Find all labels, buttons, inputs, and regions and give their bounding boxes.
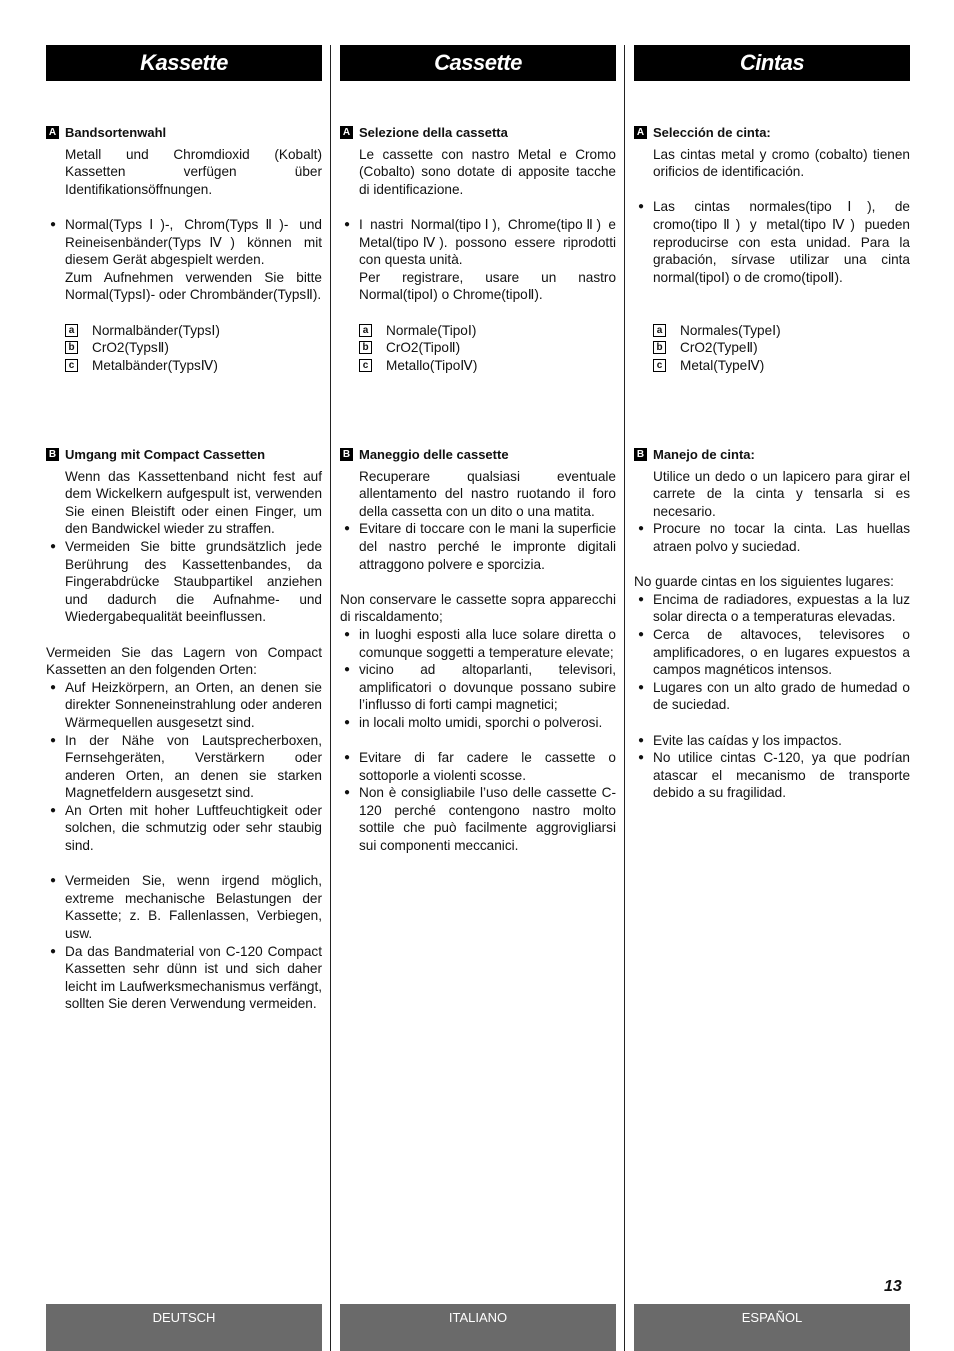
intro-text: Le cassette con nastro Metal e Cromo (Cobalto) sono dotate di apposite tacche di identificazione.: [359, 146, 616, 197]
bullet-continuation: Per registrare, usare un nastro Normal(tipoⅠ) o Chrome(tipoⅡ).: [359, 269, 616, 303]
column-header: Cassette: [340, 45, 616, 81]
storage-intro: No guarde cintas en los siguientes lugares:: [634, 574, 894, 590]
section-title: Umgang mit Compact Cassetten: [65, 447, 266, 462]
language-tab-italiano: ITALIANO: [340, 1304, 616, 1351]
bullet-item: ● I nastri Normal(tipoⅠ), Chrome(tipoⅡ) e Metal(tipoⅣ). possono essere riprodotti con questa unità.: [340, 216, 616, 269]
column-espanol: [634, 45, 910, 801]
bullet-item: ● Procure no tocar la cinta. Las huellas atraen polvo y suciedad.: [634, 520, 910, 555]
bullet-item: ● Auf Heizkörpern, an Orten, an denen sie direkter Sonneneinstrahlung oder anderen Wärmequellen ausgesetzt sind.: [46, 679, 322, 732]
page-number: 13: [884, 1278, 902, 1295]
bullet-item: ● Las cintas normales(tipoⅠ), de cromo(tipoⅡ) y metal(tipoⅣ) pueden reproducirse con esta unidad. Para la grabación, sírvase utilizar una cinta normal(tipoⅠ) o de cromo(tipoⅡ).: [634, 198, 910, 286]
bullet-item: ● In der Nähe von Lautsprecherboxen, Fernsehgeräten, Verstärkern oder anderen Orten, an denen sie starken Magnetfeldern ausgesetzt sind.: [46, 732, 322, 802]
section-title: Selezione della cassetta: [359, 125, 508, 140]
section-title: Manejo de cinta:: [653, 447, 755, 462]
bullet-item: ● An Orten mit hoher Luftfeuchtigkeit oder solchen, die schmutzig oder sehr staubig sind.: [46, 802, 322, 855]
column-italiano: [340, 45, 616, 854]
tape-type-item: a Normales(TypeⅠ): [634, 322, 910, 340]
storage-intro: Non conservare le cassette sopra apparecchi di riscaldamento;: [340, 591, 616, 625]
section-tape-selection: [340, 124, 616, 374]
bullet-item: ● Da das Bandmaterial von C-120 Compact Kassetten sehr dünn ist und sich daher leicht im Laufwerksmechanismus verfängt, sollten Sie deren Verwendung vermeiden.: [46, 943, 322, 1013]
bullet-continuation: Zum Aufnehmen verwenden Sie bitte Normal(TypsⅠ)- oder Chrombänder(TypsⅡ).: [65, 269, 322, 303]
bullet-item: ● Vermeiden Sie bitte grundsätzlich jede Berührung des Kassettenbandes, da Fingerabdrücke Staubpartikel anziehen und dadurch die Aufnahme- und Wiedergabequalität beeinflussen.: [46, 538, 322, 626]
bullet-item: ● vicino ad altoparlanti, televisori, amplificatori o dovunque possano subire l’influsso di forti campi magnetici;: [340, 661, 616, 714]
language-tab-espanol: ESPAÑOL: [634, 1304, 910, 1351]
language-tab-deutsch: DEUTSCH: [46, 1304, 322, 1351]
bullet-item: ● Normal(TypsⅠ)-, Chrom(TypsⅡ)- und Reineisenbänder(TypsⅣ) können mit diesem Gerät abgespielt werden.: [46, 216, 322, 269]
bullet-item: ● in luoghi esposti alla luce solare diretta o comunque soggetti a temperature elevate;: [340, 626, 616, 661]
section-marker: A: [340, 126, 353, 139]
tape-type-item: c Metal(TypeⅣ): [634, 357, 910, 375]
section-title: Maneggio delle cassette: [359, 447, 509, 462]
intro-text: Wenn das Kassettenband nicht fest auf dem Wickelkern aufgespult ist, verwenden Sie einen Bleistift oder einen Finger, um den Bandwickel wieder zu straffen.: [65, 468, 322, 537]
bullet-item: ● in locali molto umidi, sporchi o polverosi.: [340, 714, 616, 732]
tape-type-item: b CrO2(TypsⅡ): [46, 339, 322, 357]
section-marker: B: [340, 448, 353, 461]
bullet-item: ● Evitare di toccare con le mani la superficie del nastro perché le impronte digitali attraggono polvere e sporcizia.: [340, 520, 616, 573]
bullet-item: ● Lugares con un alto grado de humedad o de suciedad.: [634, 679, 910, 714]
tape-type-item: a Normalbänder(TypsⅠ): [46, 322, 322, 340]
section-handling: [340, 446, 616, 855]
section-tape-selection: [46, 124, 322, 374]
tape-type-item: b CrO2(TipoⅡ): [340, 339, 616, 357]
section-title: Bandsortenwahl: [65, 125, 167, 140]
section-handling: [46, 446, 322, 1013]
section-handling: [634, 446, 910, 802]
section-title: Selección de cinta:: [653, 125, 771, 140]
column-header: Cintas: [634, 45, 910, 81]
section-marker: A: [634, 126, 647, 139]
section-marker: B: [46, 448, 59, 461]
tape-type-item: a Normale(TipoⅠ): [340, 322, 616, 340]
tape-type-item: c Metallo(TipoⅣ): [340, 357, 616, 375]
intro-text: Las cintas metal y cromo (cobalto) tienen orificios de identificación.: [653, 146, 910, 180]
bullet-item: ● Evitare di far cadere le cassette o sottoporle a violenti scosse.: [340, 749, 616, 784]
section-marker: A: [46, 126, 59, 139]
bullet-item: ● Encima de radiadores, expuestas a la luz solar directa o a temperaturas elevadas.: [634, 591, 910, 626]
tape-type-item: c Metalbänder(TypsⅣ): [46, 357, 322, 375]
column-header: Kassette: [46, 45, 322, 81]
column-deutsch: [46, 45, 322, 1012]
bullet-item: ● Evite las caídas y los impactos.: [634, 732, 910, 750]
intro-text: Metall und Chromdioxid (Kobalt) Kassetten verfügen über Identifikationsöffnungen.: [65, 146, 322, 197]
column-divider: [330, 45, 331, 1351]
intro-text: Recuperare qualsiasi eventuale allentamento del nastro ruotando il foro della cassetta con un dito o una matita.: [359, 468, 616, 519]
column-divider: [624, 45, 625, 1351]
tape-type-item: b CrO2(TypeⅡ): [634, 339, 910, 357]
section-tape-selection: [634, 124, 910, 374]
storage-intro: Vermeiden Sie das Lagern von Compact Kassetten an den folgenden Orten:: [46, 644, 322, 678]
section-marker: B: [634, 448, 647, 461]
bullet-item: ● Cerca de altavoces, televisores o amplificadores, o en lugares expuestos a campos magnéticos intensos.: [634, 626, 910, 679]
bullet-item: ● Non è consigliabile l’uso delle cassette C-120 perché contengono nastro molto sottile che può facilmente aggrovigliarsi sui componenti meccanici.: [340, 784, 616, 854]
bullet-item: ● Vermeiden Sie, wenn irgend möglich, extreme mechanische Belastungen der Kassette; z. B. Fallenlassen, Verbiegen, usw.: [46, 872, 322, 942]
bullet-item: ● No utilice cintas C-120, ya que podrían atascar el mecanismo de transporte debido a su fragilidad.: [634, 749, 910, 802]
intro-text: Utilice un dedo o un lapicero para girar el carrete de la cinta y tensarla si es necesario.: [653, 468, 910, 519]
